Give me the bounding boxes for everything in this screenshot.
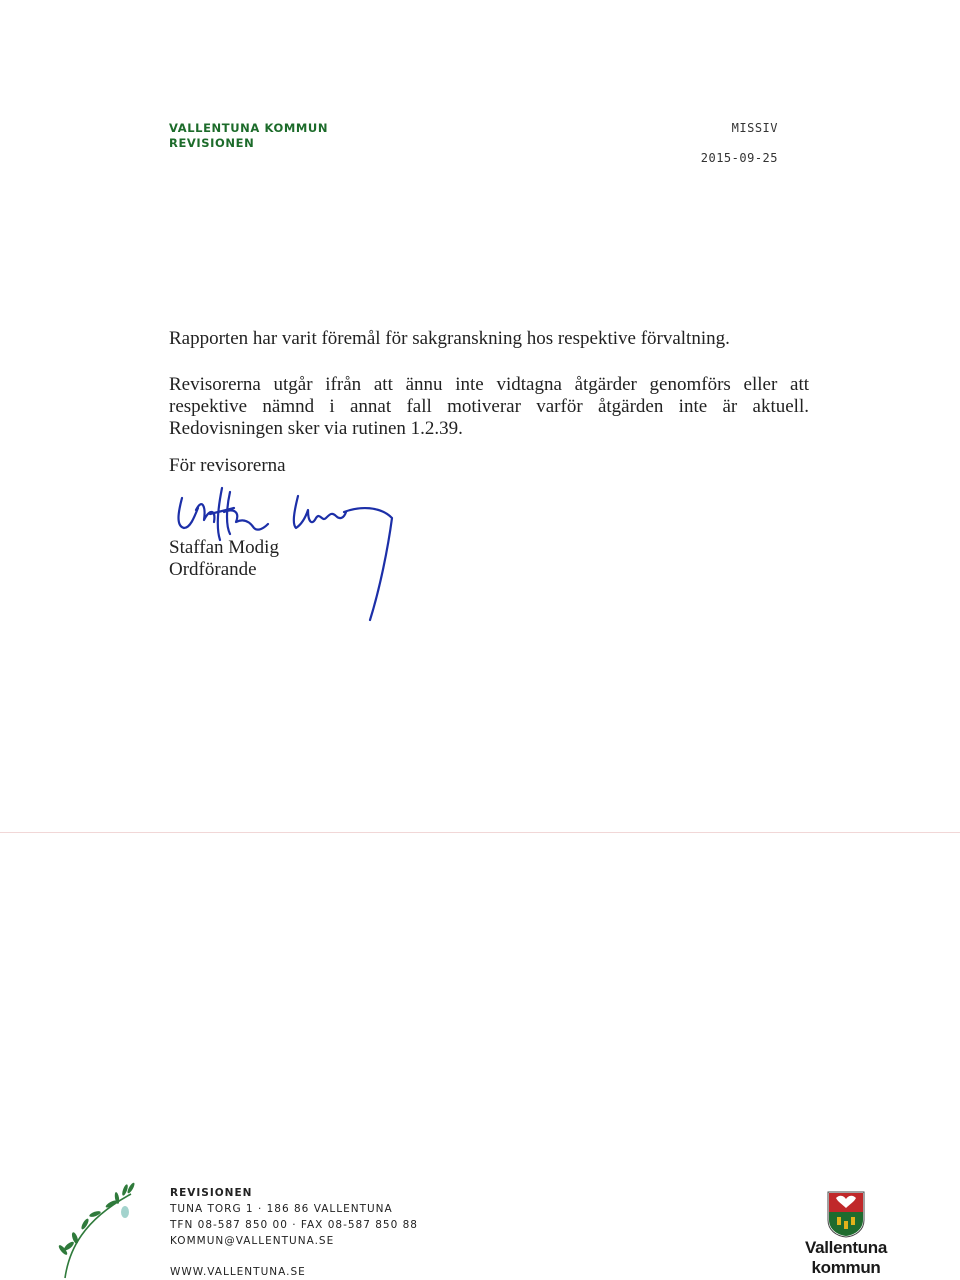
coat-of-arms-icon [826,1190,866,1238]
document-date: 2015-09-25 [700,151,778,165]
footer-email: KOMMUN@VALLENTUNA.SE [170,1235,335,1247]
org-header [169,121,328,151]
document-type: MISSIV [731,121,778,135]
page-divider [0,832,960,833]
olive-branch-icon [55,1180,145,1280]
footer-website: WWW.VALLENTUNA.SE [170,1266,306,1278]
signatory-name: Staffan Modig [169,537,279,558]
footer-address: TUNA TORG 1 · 186 86 VALLENTUNA [170,1203,393,1215]
footer-contact [170,1185,418,1249]
brand-line1: Vallentuna [804,1238,888,1257]
footer-heading: REVISIONEN [170,1187,253,1199]
body-paragraph-2: Revisorerna utgår ifrån att ännu inte vidtagna åtgärder genomförs eller att respektive nämnd i annat fall motiverar varför åtgärden inte är aktuell. Redovisningen sker via rutinen 1.2.39. [169,374,809,439]
brand-wordmark [794,1238,898,1278]
org-name: VALLENTUNA KOMMUN [169,121,329,135]
footer-phone-fax: TFN 08-587 850 00 · FAX 08-587 850 88 [170,1219,418,1231]
brand-line2: kommun [811,1258,881,1277]
signatory-block [169,537,279,581]
org-unit: REVISIONEN [169,136,255,150]
signatory-title: Ordförande [169,559,257,580]
body-paragraph-1: Rapporten har varit föremål för sakgranskning hos respektive förvaltning. [169,328,730,349]
closing-line: För revisorerna [169,455,286,476]
